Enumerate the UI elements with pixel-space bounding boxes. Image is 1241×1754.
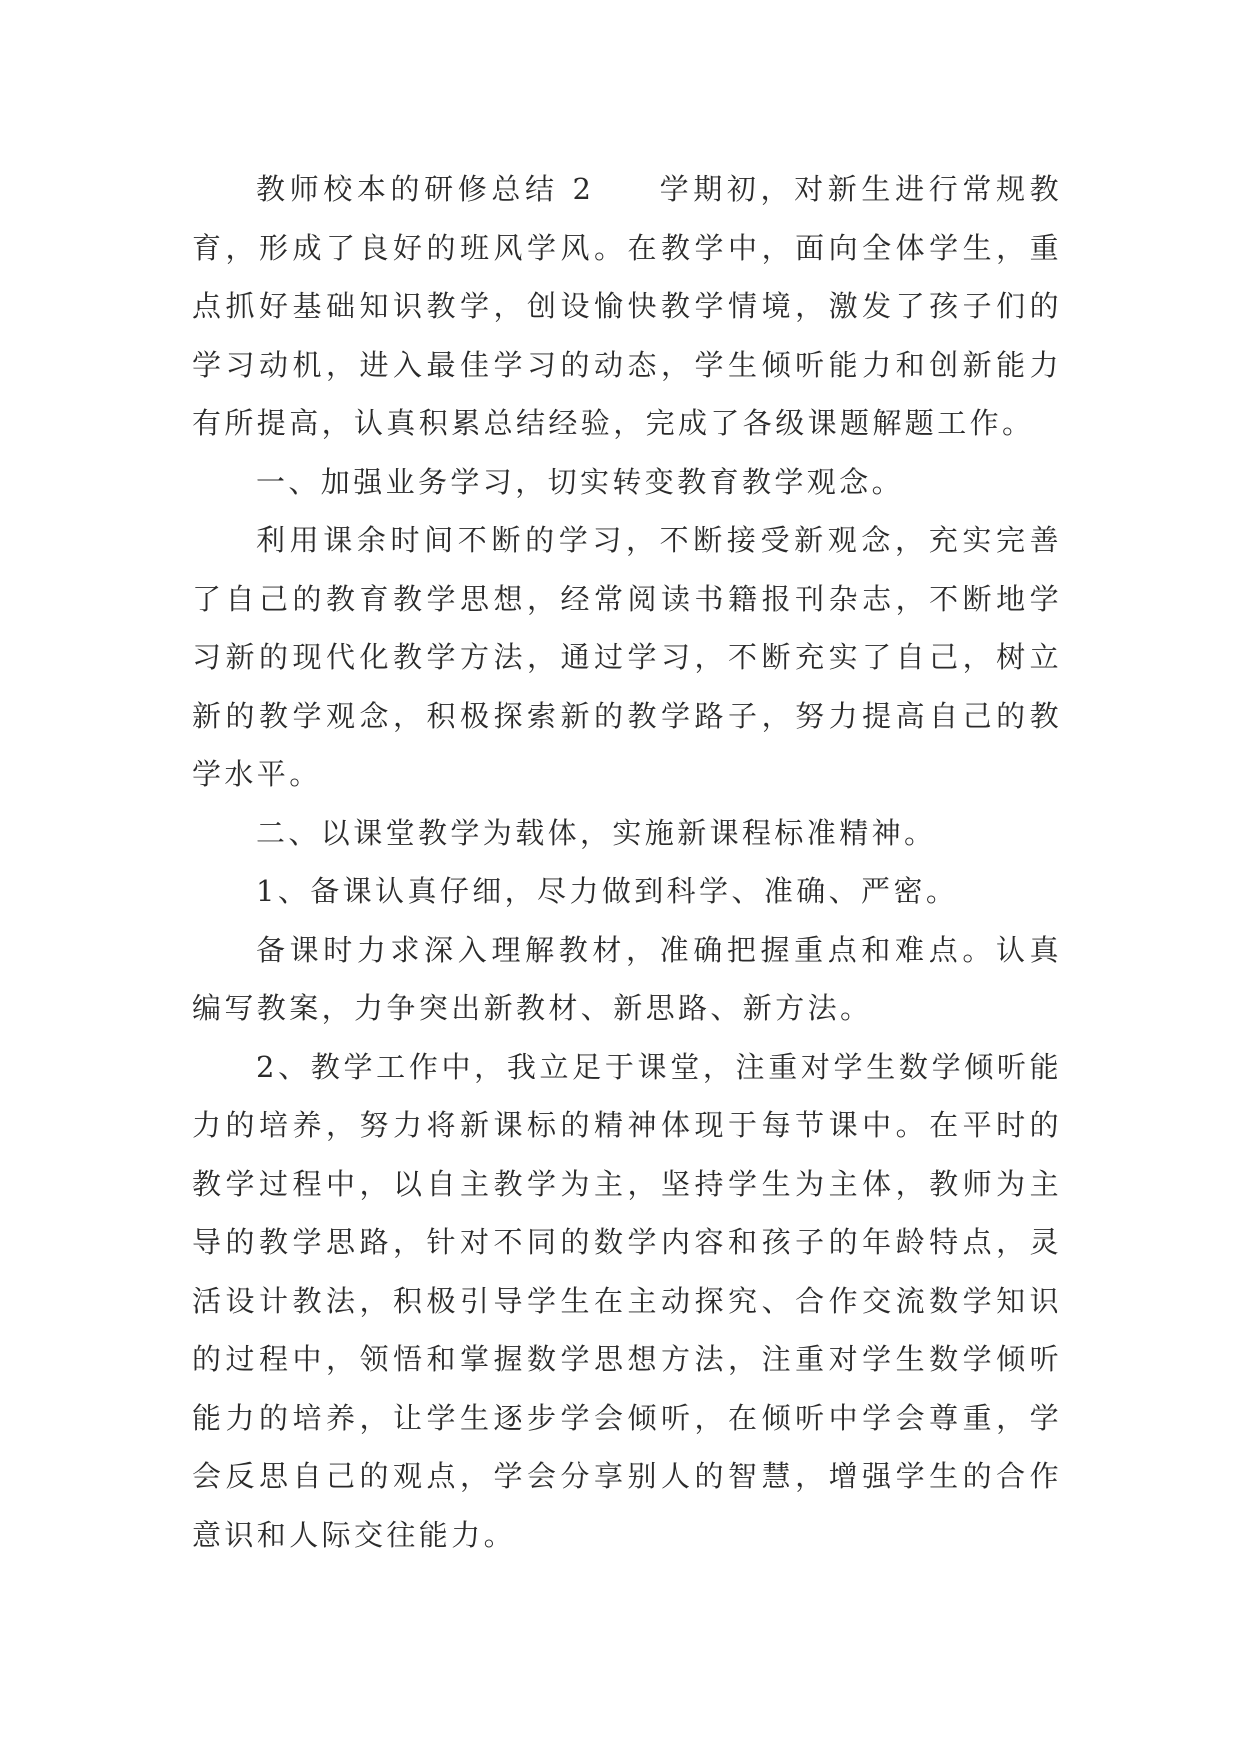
document-body <box>192 160 1062 1564</box>
body-paragraph: 备课时力求深入理解教材，准确把握重点和难点。认真编写教案，力争突出新教材、新思路、新方法。 <box>192 932 1062 1025</box>
paragraph-text: 学期初，对新生进行常规教育，形成了良好的班风学风。在教学中，面向全体学生，重点抓好基础知识教学，创设愉快教学情境，激发了孩子们的学习动机，进入最佳学习的动态，学生倾听能力和创新能力有所提高，认真积累总结经验，完成了各级课题解题工作。 <box>192 172 1062 440</box>
body-paragraph: 2、教学工作中，我立足于课堂，注重对学生数学倾听能力的培养，努力将新课标的精神体现于每节课中。在平时的教学过程中，以自主教学为主，坚持学生为主体，教师为主导的教学思路，针对不同的数学内容和孩子的年龄特点，灵活设计教法，积极引导学生在主动探究、合作交流数学知识的过程中，领悟和掌握数学思想方法，注重对学生数学倾听能力的培养，让学生逐步学会倾听，在倾听中学会尊重，学会反思自己的观点，学会分享别人的智慧，增强学生的合作意识和人际交往能力。 <box>192 1049 1062 1552</box>
subsection-heading: 1、备课认真仔细，尽力做到科学、准确、严密。 <box>256 874 959 908</box>
section-heading: 二、以课堂教学为载体，实施新课程标准精神。 <box>256 815 937 850</box>
document-title: 教师校本的研修总结 2 <box>256 172 595 206</box>
intro-paragraph <box>192 160 1062 453</box>
body-paragraph: 利用课余时间不断的学习，不断接受新观念，充实完善了自己的教育教学思想，经常阅读书籍报刊杂志，不断地学习新的现代化教学方法，通过学习，不断充实了自己，树立新的教学观念，积极探索新的教学路子，努力提高自己的教学水平。 <box>192 523 1062 791</box>
section-heading: 一、加强业务学习，切实转变教育教学观念。 <box>256 464 905 499</box>
